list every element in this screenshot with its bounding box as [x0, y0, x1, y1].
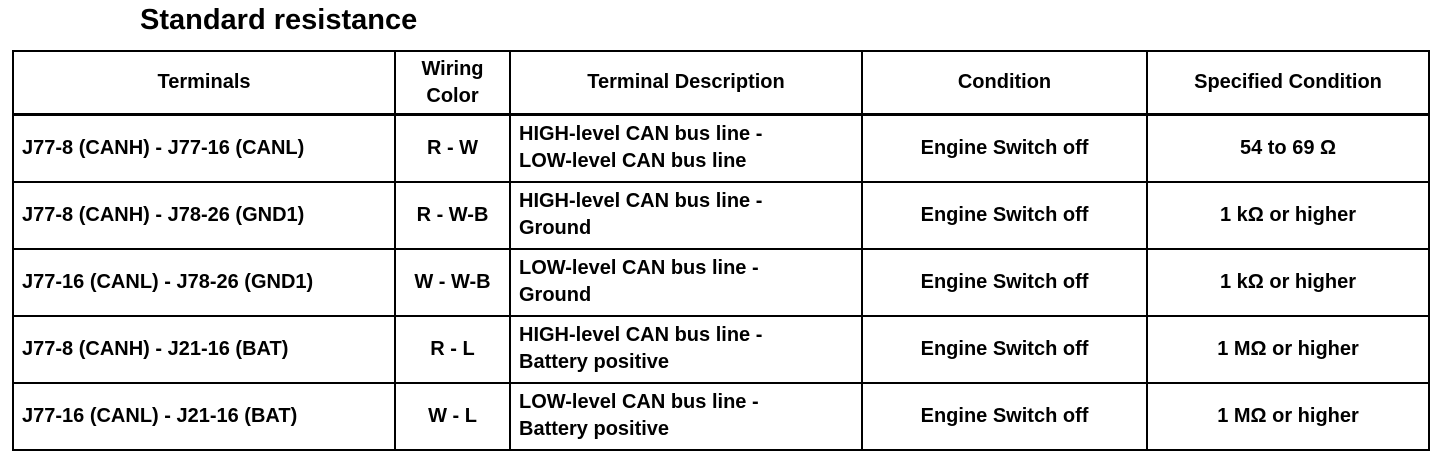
cell-wiring-color: W - L — [395, 383, 510, 450]
cell-condition: Engine Switch off — [862, 115, 1147, 182]
description-line-2: LOW-level CAN bus line — [519, 150, 747, 173]
cell-terminal-description — [510, 115, 862, 182]
header-wiring-color — [395, 51, 510, 115]
cell-wiring-color: R - W — [395, 115, 510, 182]
cell-terminals: J77-8 (CANH) - J77-16 (CANL) — [13, 115, 395, 182]
cell-wiring-color: R - W-B — [395, 182, 510, 249]
description-line-1: LOW-level CAN bus line - — [519, 257, 759, 279]
standard-resistance-table — [12, 50, 1430, 451]
cell-condition: Engine Switch off — [862, 249, 1147, 316]
description-line-1: LOW-level CAN bus line - — [519, 391, 759, 413]
header-wiring-color-line2: Color — [426, 84, 479, 107]
description-line-1: HIGH-level CAN bus line - — [519, 123, 763, 146]
header-terminal-description: Terminal Description — [510, 51, 862, 115]
cell-specified-condition: 1 kΩ or higher — [1147, 249, 1429, 316]
table-row — [13, 249, 1429, 316]
description-line-2: Battery positive — [519, 351, 670, 373]
description-line-2: Battery positive — [519, 418, 670, 440]
table-row — [13, 182, 1429, 249]
description-line-2: Ground — [519, 217, 592, 239]
header-terminals: Terminals — [13, 51, 395, 115]
cell-condition: Engine Switch off — [862, 316, 1147, 383]
cell-terminal-description — [510, 249, 862, 316]
cell-specified-condition: 1 kΩ or higher — [1147, 182, 1429, 249]
cell-specified-condition: 1 MΩ or higher — [1147, 316, 1429, 383]
cell-terminal-description — [510, 383, 862, 450]
description-line-2: Ground — [519, 284, 592, 306]
table-header-row — [13, 51, 1429, 115]
cell-terminals: J77-8 (CANH) - J21-16 (BAT) — [13, 316, 395, 383]
cell-condition: Engine Switch off — [862, 383, 1147, 450]
cell-terminals: J77-16 (CANL) - J78-26 (GND1) — [13, 249, 395, 316]
cell-terminals: J77-16 (CANL) - J21-16 (BAT) — [13, 383, 395, 450]
table-row — [13, 316, 1429, 383]
cell-condition: Engine Switch off — [862, 182, 1147, 249]
description-line-1: HIGH-level CAN bus line - — [519, 190, 763, 212]
header-wiring-color-line1: Wiring — [421, 57, 484, 80]
cell-specified-condition: 54 to 69 Ω — [1147, 115, 1429, 182]
cell-terminal-description — [510, 182, 862, 249]
cell-terminals: J77-8 (CANH) - J78-26 (GND1) — [13, 182, 395, 249]
cell-terminal-description — [510, 316, 862, 383]
cell-wiring-color: R - L — [395, 316, 510, 383]
cell-wiring-color: W - W-B — [395, 249, 510, 316]
table-row — [13, 383, 1429, 450]
cell-specified-condition: 1 MΩ or higher — [1147, 383, 1429, 450]
table-row — [13, 115, 1429, 182]
page-title: Standard resistance — [140, 4, 418, 36]
header-condition: Condition — [862, 51, 1147, 115]
header-specified-condition: Specified Condition — [1147, 51, 1429, 115]
description-line-1: HIGH-level CAN bus line - — [519, 324, 763, 346]
